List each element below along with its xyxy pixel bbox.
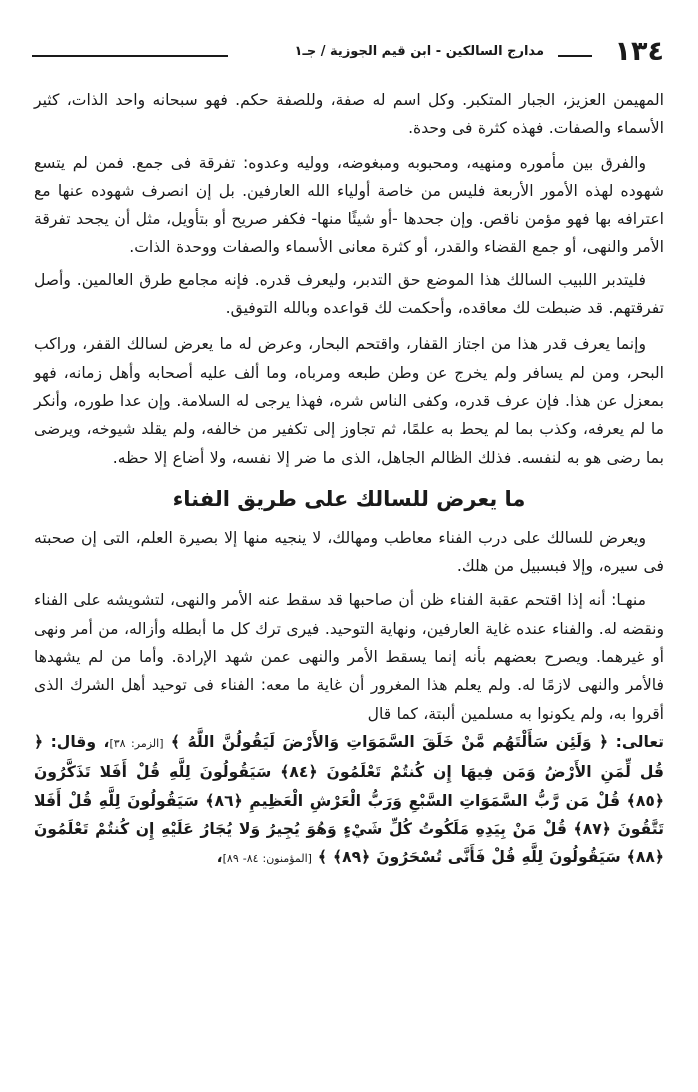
page-number: ١٣٤ <box>614 36 664 67</box>
quran-passage <box>34 728 664 873</box>
section-heading: ما يعرض للسالك على طريق الفناء <box>172 486 526 511</box>
page-body <box>34 86 664 873</box>
verse-citation: [الزمر: ٣٨] <box>109 736 164 750</box>
header-rule <box>32 55 228 57</box>
verse-citation: [المؤمنون: ٨٤- ٨٩] <box>222 852 312 866</box>
running-title: مدارج السالكين - ابن قيم الجوزية / جـ١ <box>294 44 544 59</box>
paragraph-4: وإنما يعرف قدر هذا من اجتاز القفار، واقتحم البحار، وعرض له ما يعرض لسالك القفر، وراكب البحر، ومن لم يسافر ولم يخرج عن وطن طبعه ومرباه، وما ألف عليه أصحابه وأهل زمانه، فهو بمعزل عن هذا. فإن عرف قدره، وكفى الناس شره، فهذا يرجى له السلامة. وإن عدا طوره، وأنكر ما لم يعرفه، وكذب بما لم يحط به علمًا، ثم تجاوز إلى تكفير من خالفه، ولم يقلد شيوخه، ويرضى بما رضى هو به لنفسه. فذلك الظالم الجاهل، الذى ما ضر إلا نفسه، ولا أضاع إلا حظه. <box>34 335 664 467</box>
paragraph-5: ويعرض للسالك على درب الفناء معاطب ومهالك، لا ينجيه منها إلا بصيرة العلم، التى إن صحبته فى سيره، وإلا فبسبيل من هلك. <box>34 528 664 576</box>
quran-verse-zumar: ﴿ وَلَئِن سَأَلْتَهُم مَّنْ خَلَقَ السَّمَوَاتِ وَالأَرْضَ لَيَقُولُنَّ اللَّهُ ﴾ <box>170 732 609 751</box>
paragraph-1: المهيمن العزيز، الجبار المتكبر. وكل اسم له صفة، وللصفة حكم. فهو سبحانه واحد الذات، كثير الأسماء والصفات. فهذه كثرة فى وحدة. <box>34 91 664 138</box>
header-rule <box>558 55 592 57</box>
paragraph-6: منهـا: أنه إذا اقتحم عقبة الفناء ظن أن صاحبها قد سقط عنه الأمر والنهى، لتشويشه على الفناء ونقضه له. والفناء عنده غاية العارفين، ونهاية التوحيد. فيرى ترك كل ما أبطله وأزاله، من أمر ونهى أو غيرهما. ويصرح بعضهم بأنه إنما يسقط الأمر والنهى عمن شهد الإرادة. وأما من لم يشهدها فالأمر والنهى لازمًا له. ولم يعلم هذا المغرور أن غاية ما معه: الفناء فى توحيد أهل الشرك الذى أقروا به، ولم يكونوا به مسلمين ألبتة، كما قال <box>34 591 664 723</box>
quran-connector: ، وقال: <box>50 732 110 751</box>
quran-verse-muminun: ﴿ قُل لِّمَنِ الأَرْضُ وَمَن فِيهَا إِن كُنتُمْ تَعْلَمُونَ ﴿٨٤﴾ سَيَقُولُونَ لِلَّهِ قُلْ أَفَلا تَذَكَّرُونَ ﴿٨٥﴾ قُلْ مَن رَّبُّ السَّمَوَاتِ السَّبْعِ وَرَبُّ الْعَرْشِ الْعَظِيمِ ﴿٨٦﴾ سَيَقُولُونَ لِلَّهِ قُلْ أَفَلا تَتَّقُونَ ﴿٨٧﴾ قُلْ مَنْ بِيَدِهِ مَلَكُوتُ كُلِّ شَيْءٍ وَهُوَ يُجِيرُ وَلا يُجَارُ عَلَيْهِ إِن كُنتُمْ تَعْلَمُونَ ﴿٨٨﴾ سَيَقُولُونَ لِلَّهِ قُلْ فَأَنَّى تُسْحَرُونَ ﴿٨٩﴾ ﴾ <box>34 732 665 867</box>
running-header <box>22 34 676 74</box>
quran-intro: تعالى: <box>615 732 664 751</box>
quran-end: ، <box>216 848 223 867</box>
paragraph-3: فليتدبر اللبيب السالك هذا الموضع حق التدبر، وليعرف قدره. فإنه مجامع طرق العالمين. وأصل تفرقتهم. قد ضبطت لك معاقده، وأحكمت لك قواعده وبالله التوفيق. <box>34 270 664 318</box>
paragraph-2: والفرق بين مأموره ومنهيه، ومحبوبه ومبغوضه، ووليه وعدوه: تفرقة فى جمع. فمن لم يتسع شهوده لهذه الأمور الأربعة فليس من خاصة أولياء الله العارفين. بل إن انصرف شهوده عنها مع اعترافه بها فهو مؤمن ناقص. وإن جحدها -أو شيئًا منها- فكفر صريح أو بتأويل، مثل أن يجحد تفرقة الأمر والنهى، أو جمع القضاء والقدر، أو كثرة معانى الأسماء والصفات ووحدة الذات. <box>34 153 664 257</box>
